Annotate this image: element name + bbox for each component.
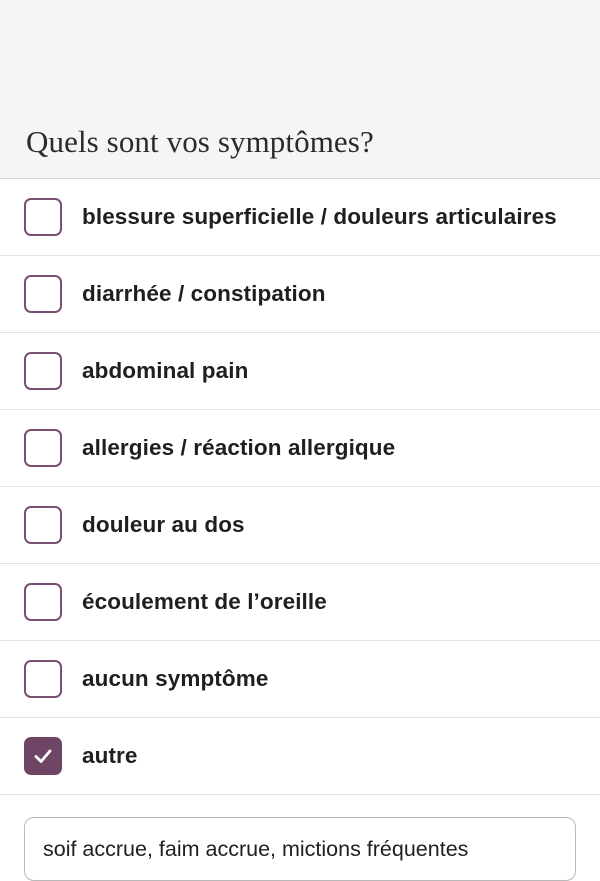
option-label-2: abdominal pain [82,358,249,383]
option-row-0[interactable] [0,179,600,256]
checkbox-4[interactable] [24,506,62,544]
option-label-3: allergies / réaction allergique [82,435,396,460]
checkbox-3[interactable] [24,429,62,467]
option-row-7[interactable] [0,718,600,795]
checkbox-2[interactable] [24,352,62,390]
option-row-5[interactable] [0,564,600,641]
question-header [0,0,600,179]
checkbox-5[interactable] [24,583,62,621]
option-label-1: diarrhée / constipation [82,281,326,306]
option-row-3[interactable] [0,410,600,487]
checkbox-6[interactable] [24,660,62,698]
option-row-4[interactable] [0,487,600,564]
symptom-options-list [0,179,600,795]
option-label-5: écoulement de l’oreille [82,589,327,614]
page-title: Quels sont vos symptômes? [26,123,374,159]
check-icon [32,745,54,767]
other-input-container [0,795,600,881]
option-label-0: blessure superficielle / douleurs articulaires [82,204,557,229]
option-row-1[interactable] [0,256,600,333]
option-row-6[interactable] [0,641,600,718]
option-label-4: douleur au dos [82,512,245,537]
option-label-7: autre [82,743,138,768]
option-row-2[interactable] [0,333,600,410]
checkbox-0[interactable] [24,198,62,236]
other-symptom-input[interactable] [24,817,576,881]
checkbox-1[interactable] [24,275,62,313]
checkbox-7[interactable] [24,737,62,775]
option-label-6: aucun symptôme [82,666,269,691]
